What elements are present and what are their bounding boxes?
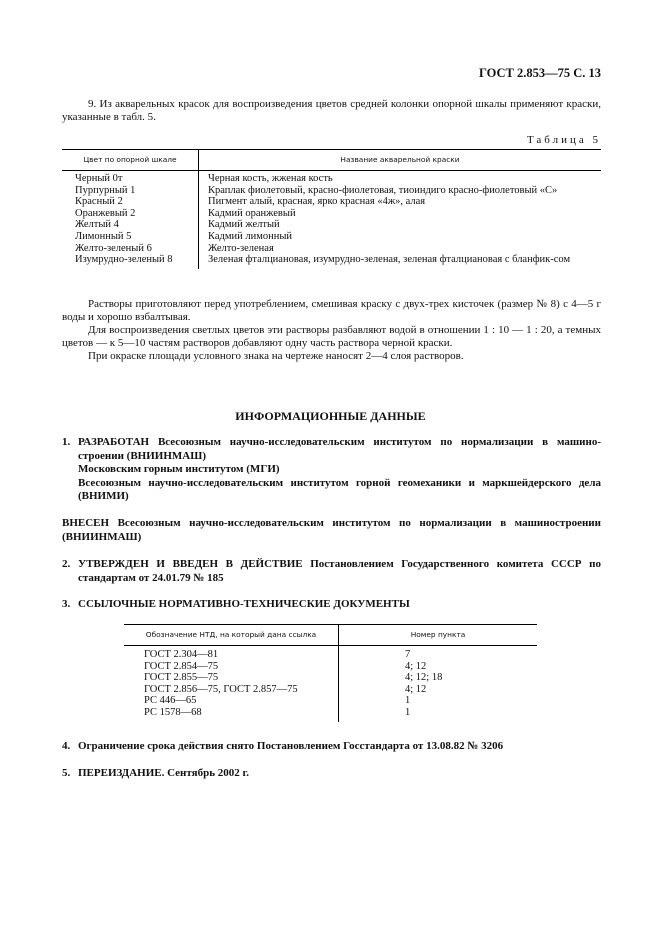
- table-row: [124, 695, 537, 707]
- table-row: [62, 243, 601, 255]
- table-row: [62, 185, 601, 197]
- table5-paint: Кадмий оранжевый: [208, 207, 296, 219]
- info-title: ИНФОРМАЦИОННЫЕ ДАННЫЕ: [235, 409, 426, 423]
- reference-doc: РС 446—65: [124, 695, 339, 707]
- references-header-doc: Обозначение НТД, на который дана ссылка: [124, 625, 339, 646]
- reference-item: 4; 12: [405, 683, 427, 695]
- table5-color: Пурпурный 1: [62, 185, 199, 197]
- reference-item: 1: [405, 695, 411, 707]
- note-paragraph: При окраске площади условного знака на чертеже наносят 2—4 слоя растворов.: [88, 350, 464, 362]
- table5-color: Изумрудно-зеленый 8: [62, 254, 199, 269]
- table5: [62, 149, 601, 269]
- table5-caption: Таблица 5: [526, 134, 601, 146]
- table5-paint: Пигмент алый, красная, ярко красная «4ж», алая: [208, 196, 426, 208]
- table5-color: Желтый 4: [62, 219, 199, 231]
- intro-paragraph: 9. Из акварельных красок для воспроизведения цветов средней колонки опорной шкалы применяют краски, указанные в табл. 5.: [62, 98, 601, 123]
- references-title: ССЫЛОЧНЫЕ НОРМАТИВНО-ТЕХНИЧЕСКИЕ ДОКУМЕНТЫ: [78, 598, 410, 610]
- table5-color: Оранжевый 2: [62, 208, 199, 220]
- table-row: [124, 672, 537, 684]
- table-row: [124, 646, 537, 661]
- reference-doc: ГОСТ 2.856—75, ГОСТ 2.857—75: [124, 684, 339, 696]
- item-number: 5.: [62, 767, 71, 779]
- table-row: [62, 219, 601, 231]
- reference-item: 4; 12: [405, 660, 427, 672]
- info-item-3: [62, 598, 601, 612]
- note-paragraph: Для воспроизведения светлых цветов эти растворы разбавляют водой в отношении 1 : 10 — 1 : 20, а темных цветов — к 5—10 частям растворов добавляют одну часть раствора черной краски.: [62, 324, 601, 349]
- item-number: 1.: [62, 436, 71, 448]
- item-number: 3.: [62, 598, 71, 610]
- info-item-1: [62, 436, 601, 504]
- table5-header-paint: Название акварельной краски: [199, 150, 602, 171]
- table5-paint: Краплак фиолетовый, красно-фиолетовая, тиоиндиго красно-фиолетовый «С»: [208, 184, 558, 196]
- reference-item: 4; 12; 18: [405, 672, 443, 684]
- info-item-5: [62, 767, 601, 781]
- table-row: [62, 196, 601, 208]
- reference-doc: РС 1578—68: [124, 707, 339, 722]
- table-row: [124, 661, 537, 673]
- intro-block: [62, 98, 601, 124]
- info-introduced: [62, 517, 601, 544]
- reference-item: 7: [405, 649, 411, 660]
- table-row: [124, 707, 537, 722]
- item-number: 2.: [62, 558, 71, 570]
- introduced-text: ВНЕСЕН Всесоюзным научно-исследовательским институтом по нормализации в машиностроении (ВНИИНМАШ): [62, 517, 601, 543]
- developer-line: Московским горным институтом (МГИ): [78, 463, 280, 476]
- references-header-item: Номер пункта: [339, 625, 538, 646]
- validity-text: Ограничение срока действия снято Постановлением Госстандарта от 13.08.82 № 3206: [78, 740, 504, 752]
- table5-paint: Желто-зеленая: [208, 242, 274, 254]
- table5-paint: Зеленая фталциановая, изумрудно-зеленая, зеленая фталциановая с бланфик-сом: [208, 254, 571, 266]
- table5-color: Желто-зеленый 6: [62, 243, 199, 255]
- references-table: [124, 624, 537, 722]
- table5-header-color: Цвет по опорной шкале: [62, 150, 199, 171]
- reference-item: 1: [405, 706, 411, 718]
- table5-paint: Кадмий лимонный: [208, 230, 293, 242]
- table5-color: Красный 2: [62, 196, 199, 208]
- table-row: [62, 231, 601, 243]
- reference-doc: ГОСТ 2.855—75: [124, 672, 339, 684]
- table5-color: Лимонный 5: [62, 231, 199, 243]
- table-row: [62, 208, 601, 220]
- table-row: [62, 254, 601, 269]
- page-header: ГОСТ 2.853—75 С. 13: [478, 66, 601, 80]
- notes-block: [62, 298, 601, 363]
- developer-line: РАЗРАБОТАН Всесоюзным научно-исследовательским институтом по нормализации в машино-строении (ВНИИНМАШ): [78, 436, 601, 462]
- table5-paint: Черная кость, жженая кость: [208, 173, 333, 184]
- reference-doc: ГОСТ 2.854—75: [124, 661, 339, 673]
- info-item-4: [62, 740, 601, 754]
- info-item-2: [62, 558, 601, 585]
- approved-text: УТВЕРЖДЕН И ВВЕДЕН В ДЕЙСТВИЕ Постановлением Государственного комитета СССР по стандартам от 24.01.79 № 185: [78, 558, 601, 584]
- reissue-text: ПЕРЕИЗДАНИЕ. Сентябрь 2002 г.: [78, 767, 250, 779]
- table5-color: Черный 0т: [62, 171, 199, 185]
- reference-doc: ГОСТ 2.304—81: [124, 646, 339, 661]
- item-number: 4.: [62, 740, 71, 752]
- developer-line: Всесоюзным научно-исследовательским институтом горной геомеханики и маркшейдерского дела (ВНИМИ): [78, 476, 601, 503]
- note-paragraph: Растворы приготовляют перед употреблением, смешивая краску с двух-трех кисточек (размер № 8) с 4—5 г воды и хорошо взбалтывая.: [62, 298, 601, 323]
- table-row: [62, 171, 601, 185]
- table-row: [124, 684, 537, 696]
- table5-paint: Кадмий желтый: [208, 219, 280, 231]
